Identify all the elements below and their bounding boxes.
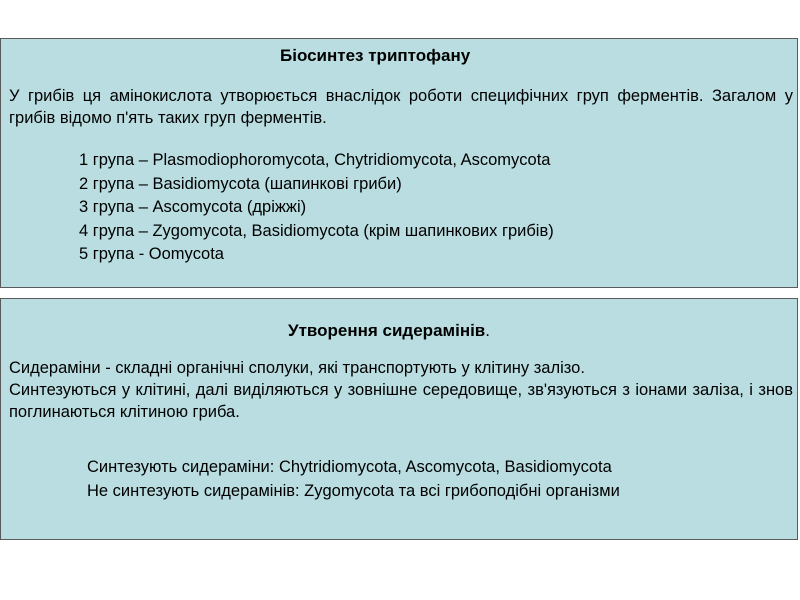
- sideramines-title: [288, 321, 490, 341]
- enzyme-group-item: 2 група – Basidiomycota (шапинкові гриби): [79, 174, 402, 193]
- tryptophan-panel: [0, 38, 798, 288]
- enzyme-group-item: 5 група - Oomycota: [79, 245, 224, 263]
- sideramines-title-period: .: [485, 321, 490, 340]
- sideramine-synthesis-list: [87, 456, 620, 503]
- enzyme-group-list: [79, 149, 554, 267]
- enzyme-group-item: 3 група – Ascomycota (дріжжі): [79, 198, 307, 216]
- sideramine-synthesis-item: Синтезують сидераміни: Chytridiomycota, Ascomycota, Basidiomycota: [87, 458, 612, 476]
- tryptophan-paragraph: У грибів ця амінокислота утворюється внаслідок роботи специфічних груп ферментів. Загалом у грибів відомо п'ять таких груп ферментів.: [9, 87, 793, 127]
- sideramines-paragraph: Синтезуються у клітині, далі виділяються у зовнішне середовище, зв'язуються з іонами заліза, і знов поглинаються клітиною гриба.: [9, 381, 793, 421]
- sideramines-paragraph-line1: Сидераміни - складні органічні сполуки, які транспортують у клітину залізо.: [9, 359, 585, 377]
- enzyme-group-item: 4 група – Zygomycota, Basidiomycota (крім шапинкових грибів): [79, 221, 554, 240]
- tryptophan-title: Біосинтез триптофану: [280, 46, 471, 65]
- sideramines-title-text: Утворення сидерамінів: [288, 321, 486, 340]
- sideramine-synthesis-item: Не синтезують сидерамінів: Zygomycota та всі грибоподібні організми: [87, 481, 620, 500]
- sideramines-panel: [0, 298, 798, 540]
- enzyme-group-item: 1 група – Plasmodiophoromycota, Chytridiomycota, Ascomycota: [79, 151, 551, 169]
